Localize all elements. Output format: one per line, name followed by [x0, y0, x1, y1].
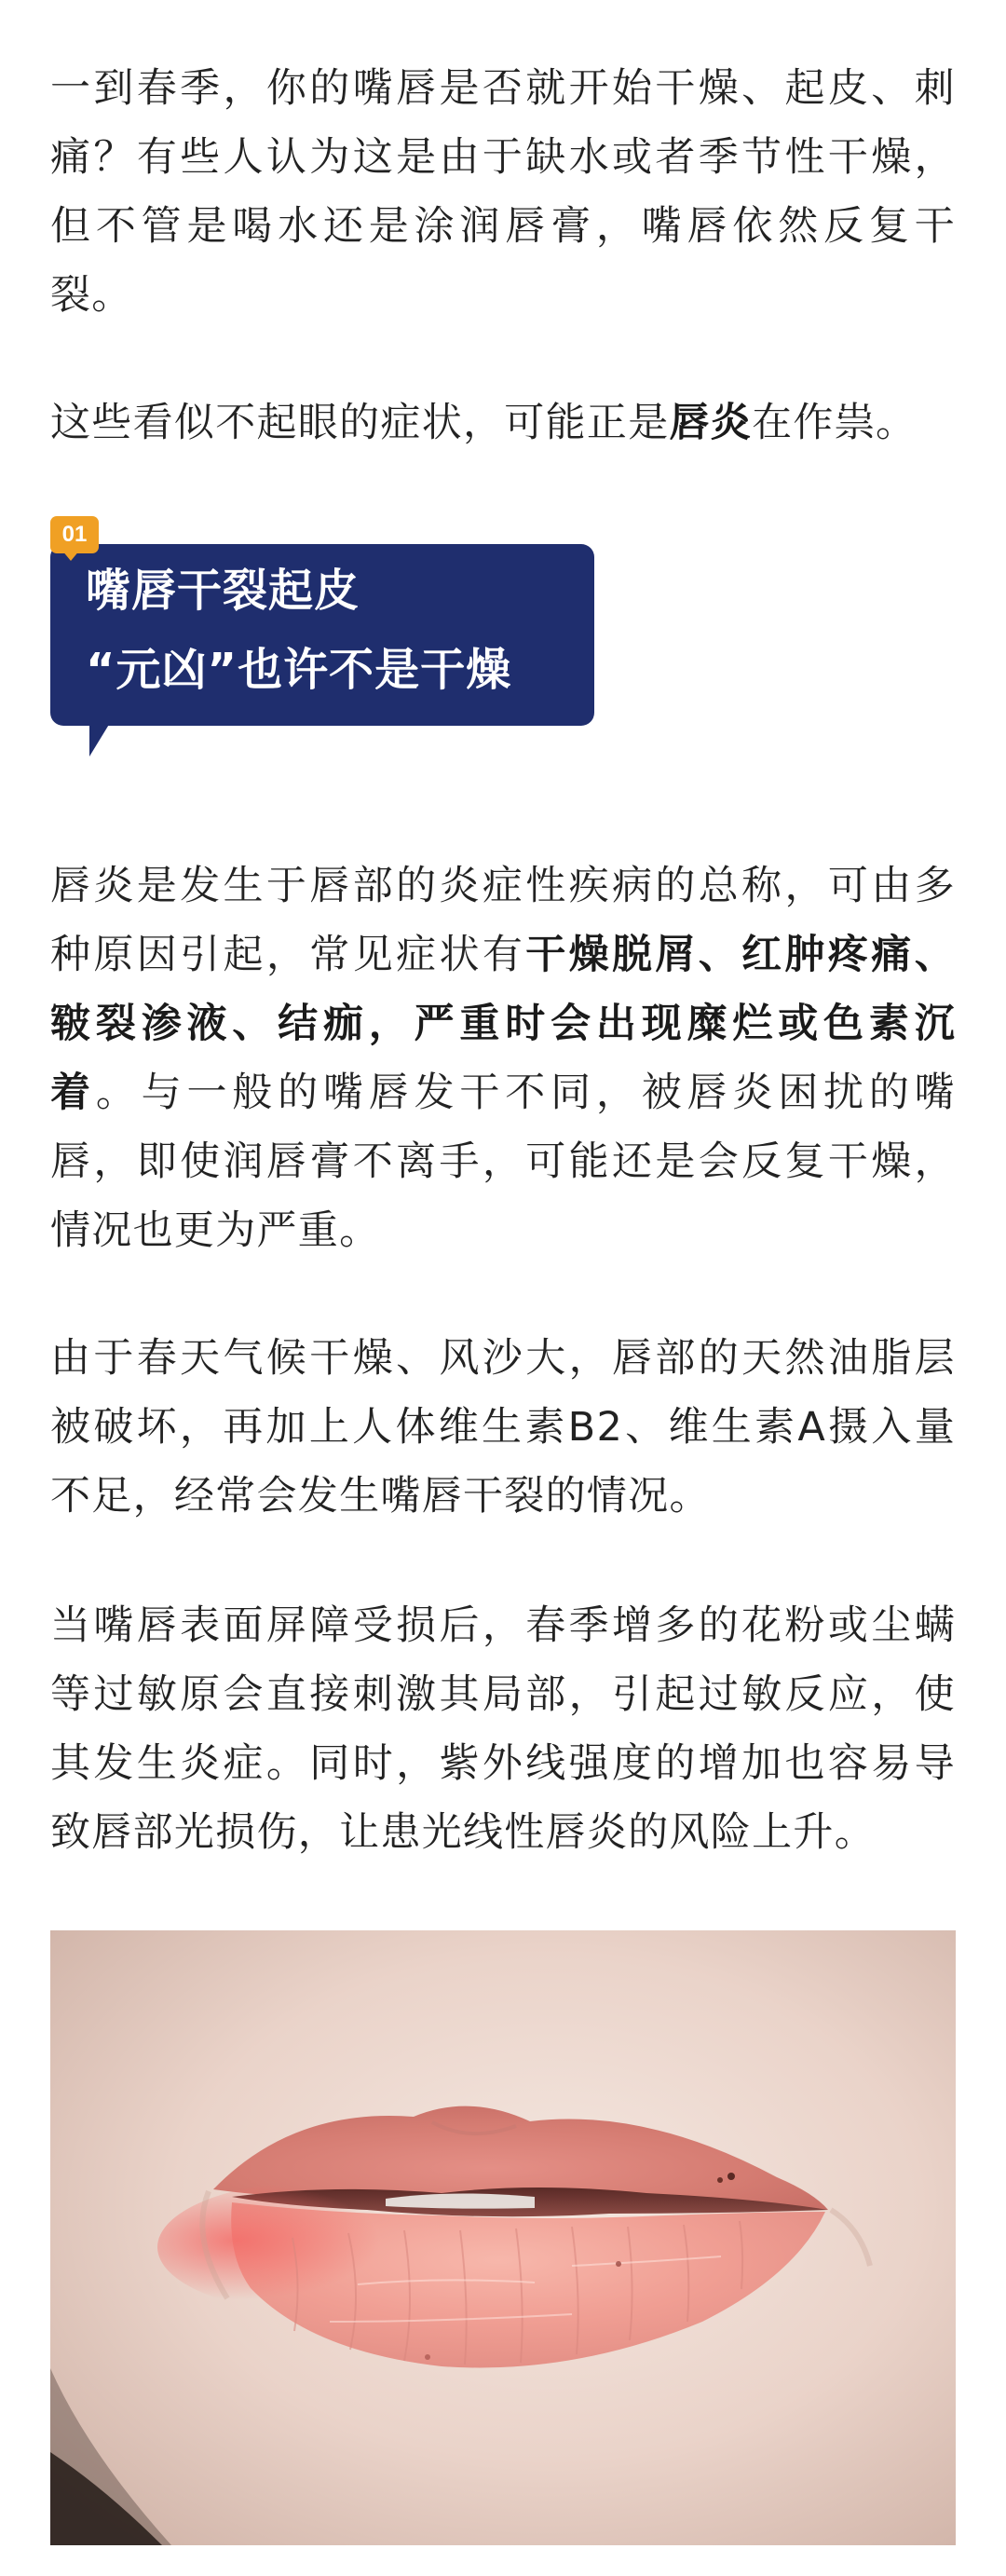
- definition-text-after: 。与一般的嘴唇发干不同，被唇炎困扰的嘴唇，即使润唇膏不离手，可能还是会反复干燥，情况也更为严重。: [50, 1070, 956, 1254]
- symptoms-highlight: 干燥脱屑、红肿疼痛、皲裂渗液、结痂，严重时会出现糜烂或色素沉着: [50, 932, 956, 1116]
- causes-paragraph: 由于春天气候干燥、风沙大，唇部的天然油脂层被破坏，再加上人体维生素B2、维生素A摄入量不足，经常会发生嘴唇干裂的情况。: [50, 1335, 956, 1520]
- cheilitis-definition-paragraph: [50, 852, 956, 1265]
- cheilitis-keyword: 唇炎: [669, 400, 753, 446]
- section-title-line-2: “元凶”也许不是干燥: [86, 644, 512, 696]
- intro-conclusion-paragraph: [50, 388, 956, 457]
- definition-text-before: 唇炎是发生于唇部的炎症性疾病的总称，可由多种原因引起，常见症状有: [50, 863, 956, 978]
- allergy-paragraph: 当嘴唇表面屏障受损后，春季增多的花粉或尘螨等过敏原会直接刺激其局部，引起过敏反应，使其发生炎症。同时，紫外线强度的增加也容易导致唇部光损伤，让患光线性唇炎的风险上升。: [50, 1602, 956, 1856]
- badge-tail-icon: [61, 550, 80, 561]
- section-number-badge: 01: [50, 516, 99, 553]
- dry-lips-photo: [50, 1930, 956, 2545]
- section-heading: [50, 514, 609, 766]
- intro-text-before: 这些看似不起眼的症状，可能正是: [50, 400, 670, 446]
- section-title-line-1: 嘴唇干裂起皮: [86, 565, 360, 617]
- intro-paragraph: 一到春季，你的嘴唇是否就开始干燥、起皮、刺痛？有些人认为这是由于缺水或者季节性干燥，但不管是喝水还是涂润唇膏，嘴唇依然反复干裂。: [50, 65, 956, 319]
- speech-bubble-tail-icon: [89, 723, 110, 756]
- lips-image: [50, 1930, 956, 2545]
- intro-text-after: 在作祟。: [752, 400, 918, 446]
